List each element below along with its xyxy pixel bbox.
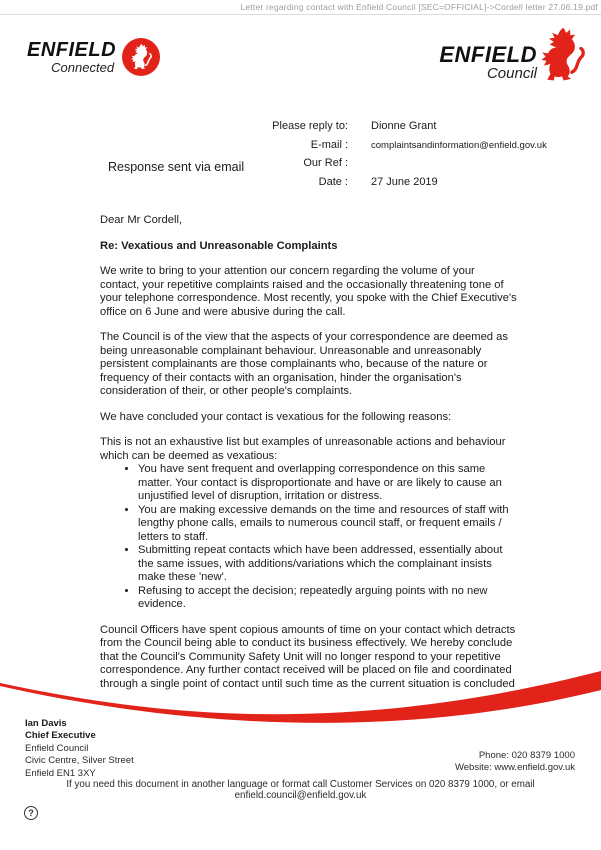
reply-details	[180, 120, 547, 188]
signatory-name: Ian Davis	[25, 718, 67, 729]
org-name: Enfield Council	[25, 742, 89, 754]
logo-text	[27, 39, 116, 75]
logo-enfield-text: ENFIELD	[439, 42, 537, 67]
logo-text	[439, 42, 537, 82]
subject-line: Re: Vexatious and Unreasonable Complaints	[100, 239, 338, 252]
paragraph: Council Officers have spent copious amounts of time on your contact which detracts from the Council being able to conduct its business effectively. We hereby conclude that the Council's Community Safety Unit will no longer respond to your repetitive correspondence. Any further contact received will be placed on file and coordinated through a single point of contact until such time as the current situation is concluded	[100, 623, 516, 690]
logo-council-text: Council	[486, 65, 537, 82]
reply-to-label: Please reply to:	[272, 120, 348, 132]
signature-block	[25, 718, 134, 780]
paragraph: The Council is of the view that the aspects of your correspondence are deemed as being unreasonable complainant behaviour. Unreasonable and unreasonably persistent complainants are those complainants who, because of the nature or frequency of their contacts with an organisation, hinder the organisation's consideration of their, or other people's complaints.	[100, 331, 508, 397]
signatory-title: Chief Executive	[25, 730, 96, 742]
list-item: • Submitting repeat contacts which have been addressed, essentially about the same issues, with additions/variations which the complainant insists make these 'new'.	[138, 544, 517, 585]
language-note: If you need this document in another language or format call Customer Services on 020 8379 1000, or email enfield.council@enfield.gov.uk	[66, 779, 535, 801]
paragraph: We have concluded your contact is vexatious for the following reasons:	[100, 410, 452, 423]
lion-badge-icon	[122, 38, 160, 76]
date-value: 27 June 2019	[371, 175, 438, 188]
logo-enfield-text: ENFIELD	[27, 39, 117, 61]
email-label: E-mail :	[310, 138, 348, 151]
salutation: Dear Mr Cordell,	[100, 214, 183, 226]
paragraph: This is not an exhaustive list but examples of unreasonable actions and behaviour which can be deemed as vexatious:	[100, 436, 506, 462]
phone-line: Phone: 020 8379 1000	[478, 750, 575, 761]
list-item: • Refusing to accept the decision; repeatedly arguing points with no new evidence.	[138, 585, 517, 612]
address-line-1: Civic Centre, Silver Street	[25, 755, 134, 767]
response-sent-note: Response sent via email	[108, 160, 245, 174]
website-line: Website: www.enfield.gov.uk	[454, 762, 575, 774]
date-label: Date :	[318, 175, 348, 188]
logo-connected-text: Connected	[51, 60, 115, 75]
enfield-council-logo	[439, 24, 585, 86]
letter-body	[100, 214, 517, 703]
list-item: • You have sent frequent and overlapping correspondence on this same matter. Your contact is disproportionate and have or are likely to cause an unjustified level of disruption, irritation or distress.	[138, 463, 517, 504]
title-bar	[0, 0, 601, 15]
contact-block	[455, 750, 575, 775]
enfield-connected-logo	[27, 38, 160, 76]
help-icon[interactable]: ?	[24, 806, 38, 820]
email-value: complaintsandinformation@enfield.gov.uk	[371, 139, 547, 151]
paragraph: We write to bring to your attention our concern regarding the volume of your contact, your repetitive complaints raised and the occasionally threatening tone of your telephone correspondence. Most recently, you spoke with the Chief Executive's office on 6 June and were abusive during the call.	[100, 265, 517, 318]
address-line-2: Enfield EN1 3XY	[25, 767, 96, 779]
document-title: Letter regarding contact with Enfield Council [SEC=OFFICIAL]->Cordell letter 27.06.19.pdf	[240, 2, 598, 12]
vexatious-behaviour-list	[100, 463, 517, 612]
reply-to-value: Dionne Grant	[371, 120, 437, 132]
lion-icon	[539, 24, 585, 86]
our-ref-value	[371, 157, 547, 169]
our-ref-label: Our Ref :	[303, 157, 348, 169]
list-item: • You are making excessive demands on the time and resources of staff with lengthy phone calls, emails to numerous council staff, or frequent emails / letters to staff.	[138, 504, 517, 545]
